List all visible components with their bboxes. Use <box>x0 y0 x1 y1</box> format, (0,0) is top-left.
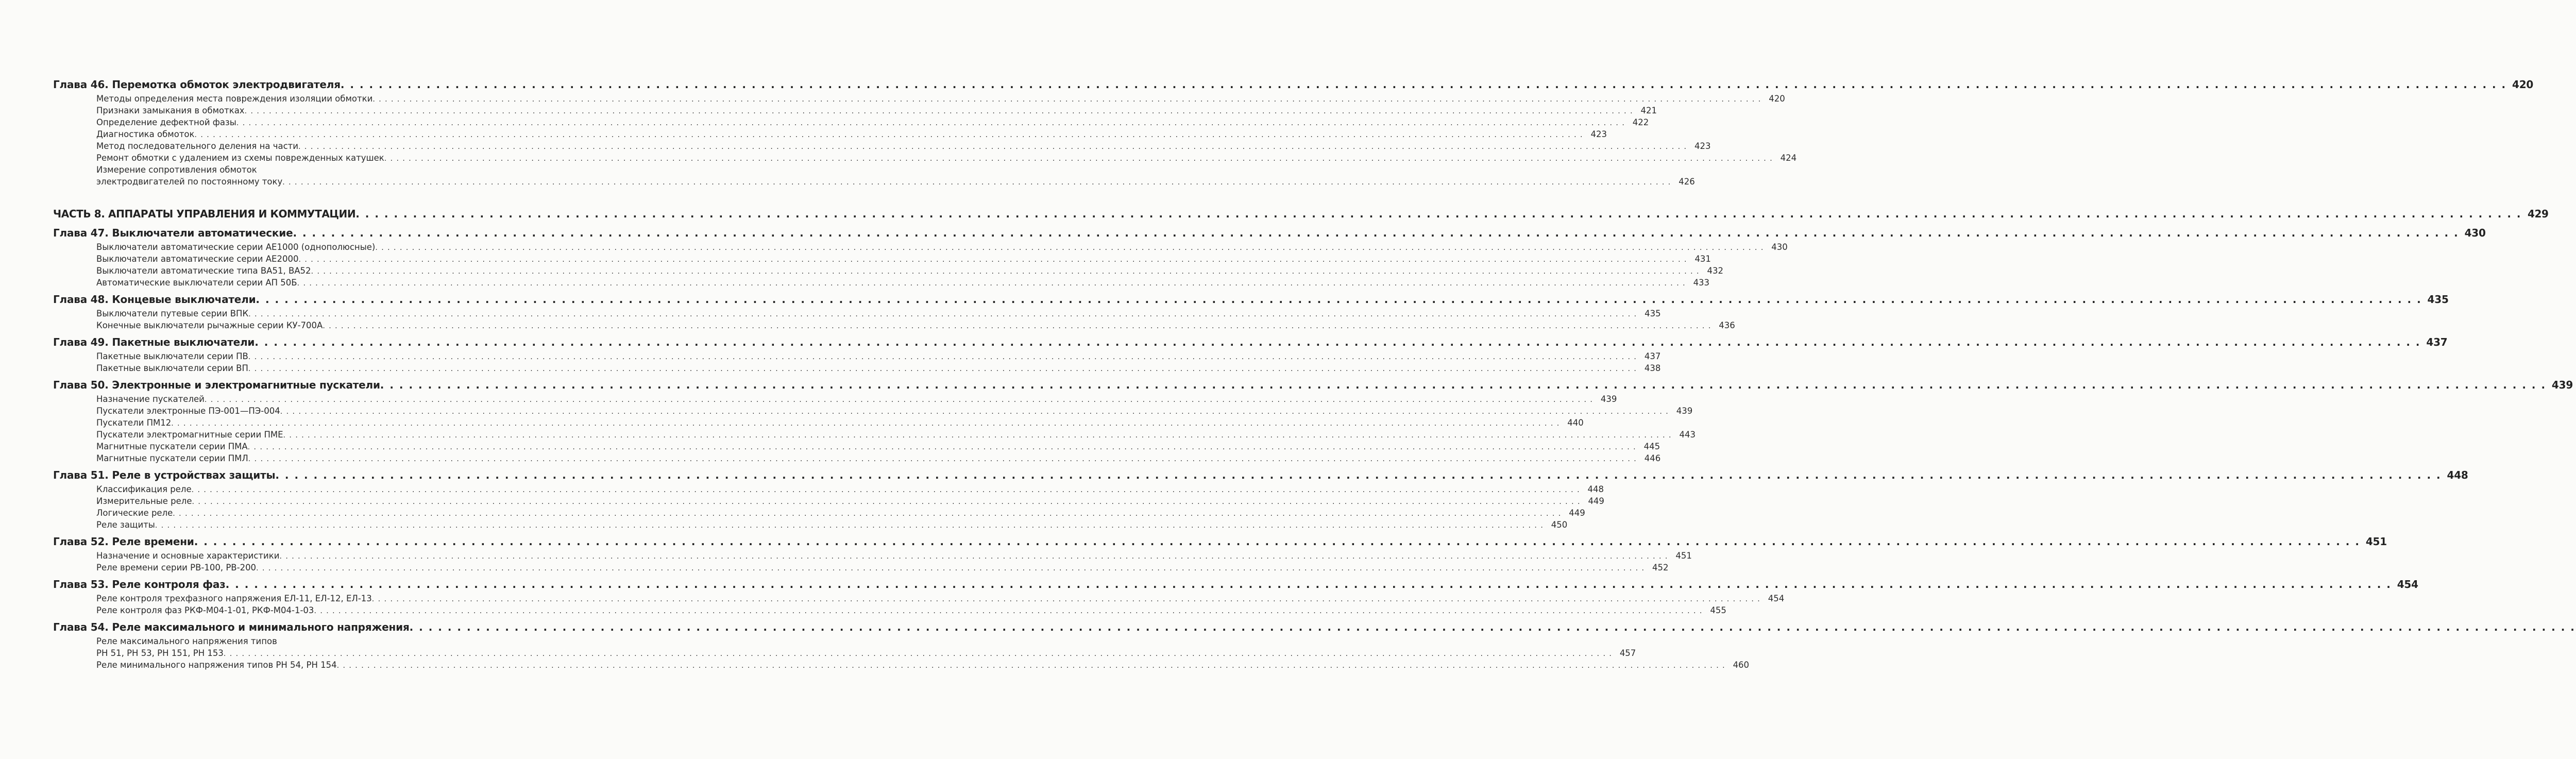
section-entry[interactable] <box>96 496 1604 508</box>
section-title: Реле контроля фаз РКФ-М04-1-01, РКФ-М04-1-03 <box>96 605 314 615</box>
section-list <box>53 242 1788 290</box>
page-number: 448 <box>1587 484 1604 494</box>
section-title: Выключатели автоматические серии АЕ2000 <box>96 254 299 264</box>
section-entry[interactable] <box>96 117 1649 129</box>
page-number: 423 <box>1590 129 1607 139</box>
chapter-heading[interactable] <box>53 621 471 636</box>
chapter-heading[interactable] <box>53 227 2486 242</box>
page-number: 448 <box>2447 469 2468 481</box>
section-title: Пускатели электронные ПЭ-001—ПЭ-004 <box>96 406 280 416</box>
page-number: 449 <box>1569 508 1585 518</box>
chapter-heading[interactable] <box>53 535 2387 551</box>
chapter-heading[interactable] <box>53 469 2468 484</box>
dot-leader <box>224 650 1612 658</box>
dot-leader <box>384 155 1773 163</box>
section-entry[interactable] <box>96 520 1568 532</box>
dot-leader <box>293 227 2459 239</box>
dot-leader <box>298 143 1687 151</box>
section-list <box>53 636 1750 672</box>
dot-leader <box>280 408 1669 416</box>
section-entry[interactable] <box>96 430 1696 442</box>
dot-leader <box>275 469 2441 481</box>
section-title: Классификация реле <box>96 484 192 494</box>
dot-leader <box>355 208 2521 220</box>
dot-leader <box>372 95 1761 104</box>
page-number: 431 <box>1694 254 1711 264</box>
dot-leader <box>297 279 1686 288</box>
page-number: 432 <box>1707 266 1724 276</box>
page-number: 437 <box>2426 336 2448 348</box>
page-number: 435 <box>1645 309 1661 318</box>
section-title: Реле времени серии РВ-100, РВ-200 <box>96 563 257 572</box>
section-list <box>53 94 1797 189</box>
page-number: 439 <box>1676 406 1693 416</box>
section-entry[interactable] <box>96 129 1607 141</box>
page-number: 451 <box>2365 535 2387 548</box>
chapter-title: Глава 48. Концевые выключатели <box>53 293 256 306</box>
section-title: Признаки замыкания в обмотках <box>96 106 245 115</box>
section-title: Выключатели автоматические серии АЕ1000 (однополюсные) <box>96 242 376 252</box>
dot-leader <box>256 564 1645 572</box>
page-number: 435 <box>2427 293 2449 306</box>
page-number: 420 <box>1769 94 1785 104</box>
section-list <box>53 551 1692 575</box>
section-list <box>53 594 1785 617</box>
dot-leader <box>372 595 1760 603</box>
dot-leader <box>248 310 1637 318</box>
chapter-title: Глава 49. Пакетные выключатели <box>53 336 255 348</box>
section-title: электродвигателей по постоянному току <box>96 177 283 187</box>
chapter-group <box>53 469 2468 532</box>
chapter-group <box>53 336 2448 375</box>
section-title: Автоматические выключатели серии АП 50Б <box>96 278 297 288</box>
page-number: 438 <box>1644 363 1661 373</box>
section-title: Логические реле <box>96 508 173 518</box>
section-title: Измерительные реле <box>96 496 192 506</box>
section-entry[interactable] <box>96 484 1604 496</box>
chapter-group <box>53 535 2387 575</box>
page-number: 460 <box>1733 660 1750 670</box>
dot-leader <box>282 178 1671 187</box>
chapter-title: Глава 54. Реле максимального и минимального напряжения <box>53 621 410 633</box>
section-list <box>53 351 1661 375</box>
chapter-heading[interactable] <box>53 578 2418 594</box>
chapter-group <box>53 621 1750 672</box>
page-number: 445 <box>1643 442 1660 451</box>
chapter-title: Глава 46. Перемотка обмоток электродвигателя <box>53 78 341 91</box>
section-entry[interactable] <box>96 660 1750 672</box>
chapter-heading[interactable] <box>53 379 2573 394</box>
part-heading[interactable] <box>53 208 2549 223</box>
dot-leader <box>323 322 1711 330</box>
chapter-title: Глава 53. Реле контроля фаз <box>53 578 226 591</box>
dot-leader <box>155 521 1544 530</box>
dot-leader <box>314 607 1702 615</box>
chapter-heading[interactable] <box>53 78 2534 94</box>
section-entry[interactable] <box>96 106 1657 117</box>
section-entry[interactable] <box>96 418 1584 430</box>
chapter-title: Глава 47. Выключатели автоматические <box>53 227 293 239</box>
section-entry[interactable] <box>96 563 1669 575</box>
section-entry[interactable] <box>96 321 1735 332</box>
section-title: Конечные выключатели рычажные серии КУ-700А <box>96 321 323 330</box>
section-title: Выключатели путевые серии ВПК <box>96 309 249 318</box>
page-number: 426 <box>1679 177 1695 187</box>
section-title: Выключатели автоматические типа ВА51, ВА52 <box>96 266 311 276</box>
page-number: 440 <box>1567 418 1584 428</box>
dot-leader <box>248 455 1637 463</box>
page-number: 455 <box>1710 605 1726 615</box>
dot-leader <box>248 353 1637 361</box>
section-entry[interactable] <box>96 551 1692 563</box>
page-number: 422 <box>1632 117 1649 127</box>
dot-leader <box>380 379 2546 391</box>
dot-leader <box>171 419 1560 428</box>
dot-leader <box>410 621 2575 633</box>
page-number: 454 <box>1768 594 1785 603</box>
page-number: 439 <box>1600 394 1617 404</box>
section-title: Реле минимального напряжения типов РН 54, РН 154 <box>96 660 337 670</box>
chapter-heading[interactable] <box>53 336 2448 351</box>
section-title: РН 51, РН 53, РН 151, РН 153 <box>96 648 224 658</box>
page-number: 446 <box>1644 453 1661 463</box>
page-number: 433 <box>1693 278 1710 288</box>
table-of-contents <box>53 78 2573 673</box>
section-title: Пускатели электромагнитные серии ПМЕ <box>96 430 283 440</box>
dot-leader <box>283 431 1672 440</box>
section-entry[interactable] <box>96 508 1585 520</box>
section-entry[interactable] <box>96 351 1661 363</box>
section-title: Магнитные пускатели серии ПМА <box>96 442 248 451</box>
dot-leader <box>337 662 1725 670</box>
section-title: Ремонт обмотки с удалением из схемы поврежденных катушек <box>96 153 384 163</box>
page-number: 420 <box>2512 78 2534 91</box>
dot-leader <box>248 443 1636 451</box>
dot-leader <box>226 578 2392 591</box>
page-number: 451 <box>1675 551 1692 561</box>
section-title: Реле защиты <box>96 520 155 530</box>
section-entry[interactable] <box>96 406 1693 418</box>
dot-leader <box>205 396 1593 404</box>
dot-leader <box>192 498 1580 506</box>
dot-leader <box>255 336 2420 348</box>
page-number: 430 <box>2464 227 2486 239</box>
section-entry[interactable] <box>96 141 1711 153</box>
part-group <box>53 208 2549 223</box>
section-list <box>53 484 1604 532</box>
section-title: Пакетные выключатели серии ВП <box>96 363 248 373</box>
section-title: Назначение и основные характеристики <box>96 551 280 561</box>
section-title-line: Реле максимального напряжения типов <box>96 636 277 646</box>
section-entry[interactable] <box>96 648 1636 660</box>
chapter-group <box>53 78 2534 189</box>
section-entry[interactable] <box>96 394 1617 406</box>
dot-leader <box>256 293 2421 306</box>
section-title: Методы определения места повреждения изоляции обмотки <box>96 94 373 104</box>
page-number: 450 <box>1551 520 1568 530</box>
dot-leader <box>236 119 1625 127</box>
section-entry[interactable] <box>96 363 1661 375</box>
page-number: 439 <box>2551 379 2573 391</box>
chapter-title: Глава 50. Электронные и электромагнитные пускатели <box>53 379 380 391</box>
page-number: 421 <box>1640 106 1657 115</box>
page-number: 457 <box>1619 648 1636 658</box>
section-entry[interactable] <box>96 94 1785 106</box>
dot-leader <box>245 107 1633 115</box>
part-title: ЧАСТЬ 8. АППАРАТЫ УПРАВЛЕНИЯ И КОММУТАЦИИ <box>53 208 356 220</box>
page-number: 437 <box>1644 351 1661 361</box>
section-title: Метод последовательного деления на части <box>96 141 299 151</box>
page-number: 436 <box>1719 321 1735 330</box>
section-entry[interactable] <box>96 242 1788 254</box>
dot-leader <box>311 267 1700 276</box>
page-number: 454 <box>2397 578 2418 591</box>
page-number: 443 <box>1679 430 1696 440</box>
dot-leader <box>192 486 1580 494</box>
dot-leader <box>173 510 1561 518</box>
page-number: 424 <box>1780 153 1797 163</box>
dot-leader <box>375 244 1764 252</box>
section-entry[interactable] <box>96 153 1797 165</box>
chapter-group <box>53 227 2486 290</box>
section-title: Диагностика обмоток <box>96 129 195 139</box>
section-entry[interactable] <box>96 266 1724 278</box>
section-entry[interactable] <box>96 254 1711 266</box>
dot-leader <box>298 256 1687 264</box>
section-title: Реле контроля трехфазного напряжения ЕЛ-11, ЕЛ-12, ЕЛ-13 <box>96 594 372 603</box>
section-title: Пускатели ПМ12 <box>96 418 172 428</box>
page-number: 449 <box>1588 496 1604 506</box>
section-title-line: Измерение сопротивления обмоток <box>96 165 257 175</box>
section-entry[interactable] <box>96 177 1695 189</box>
section-entry[interactable] <box>96 278 1710 290</box>
section-title: Определение дефектной фазы <box>96 117 236 127</box>
section-list <box>53 309 1735 332</box>
section-title: Магнитные пускатели серии ПМЛ <box>96 453 248 463</box>
dot-leader <box>248 365 1637 373</box>
section-list <box>53 394 1696 465</box>
page-number: 423 <box>1694 141 1711 151</box>
page-number: 430 <box>1771 242 1788 252</box>
dot-leader <box>195 131 1583 139</box>
chapter-title: Глава 52. Реле времени <box>53 535 194 548</box>
section-entry[interactable] <box>96 605 1726 617</box>
section-entry[interactable] <box>96 442 1660 453</box>
dot-leader <box>341 78 2506 91</box>
chapter-group <box>53 293 2449 332</box>
chapter-group <box>53 578 2418 617</box>
page-number: 429 <box>2527 208 2549 220</box>
chapter-group <box>53 379 2573 465</box>
section-title: Пакетные выключатели серии ПВ <box>96 351 248 361</box>
page-number: 452 <box>1652 563 1669 572</box>
section-title: Назначение пускателей <box>96 394 205 404</box>
chapter-heading[interactable] <box>53 293 2449 309</box>
section-entry[interactable] <box>96 594 1785 605</box>
chapter-title: Глава 51. Реле в устройствах защиты <box>53 469 276 481</box>
section-entry[interactable] <box>96 309 1661 321</box>
dot-leader <box>194 535 2360 548</box>
section-entry[interactable] <box>96 453 1661 465</box>
dot-leader <box>279 552 1668 561</box>
